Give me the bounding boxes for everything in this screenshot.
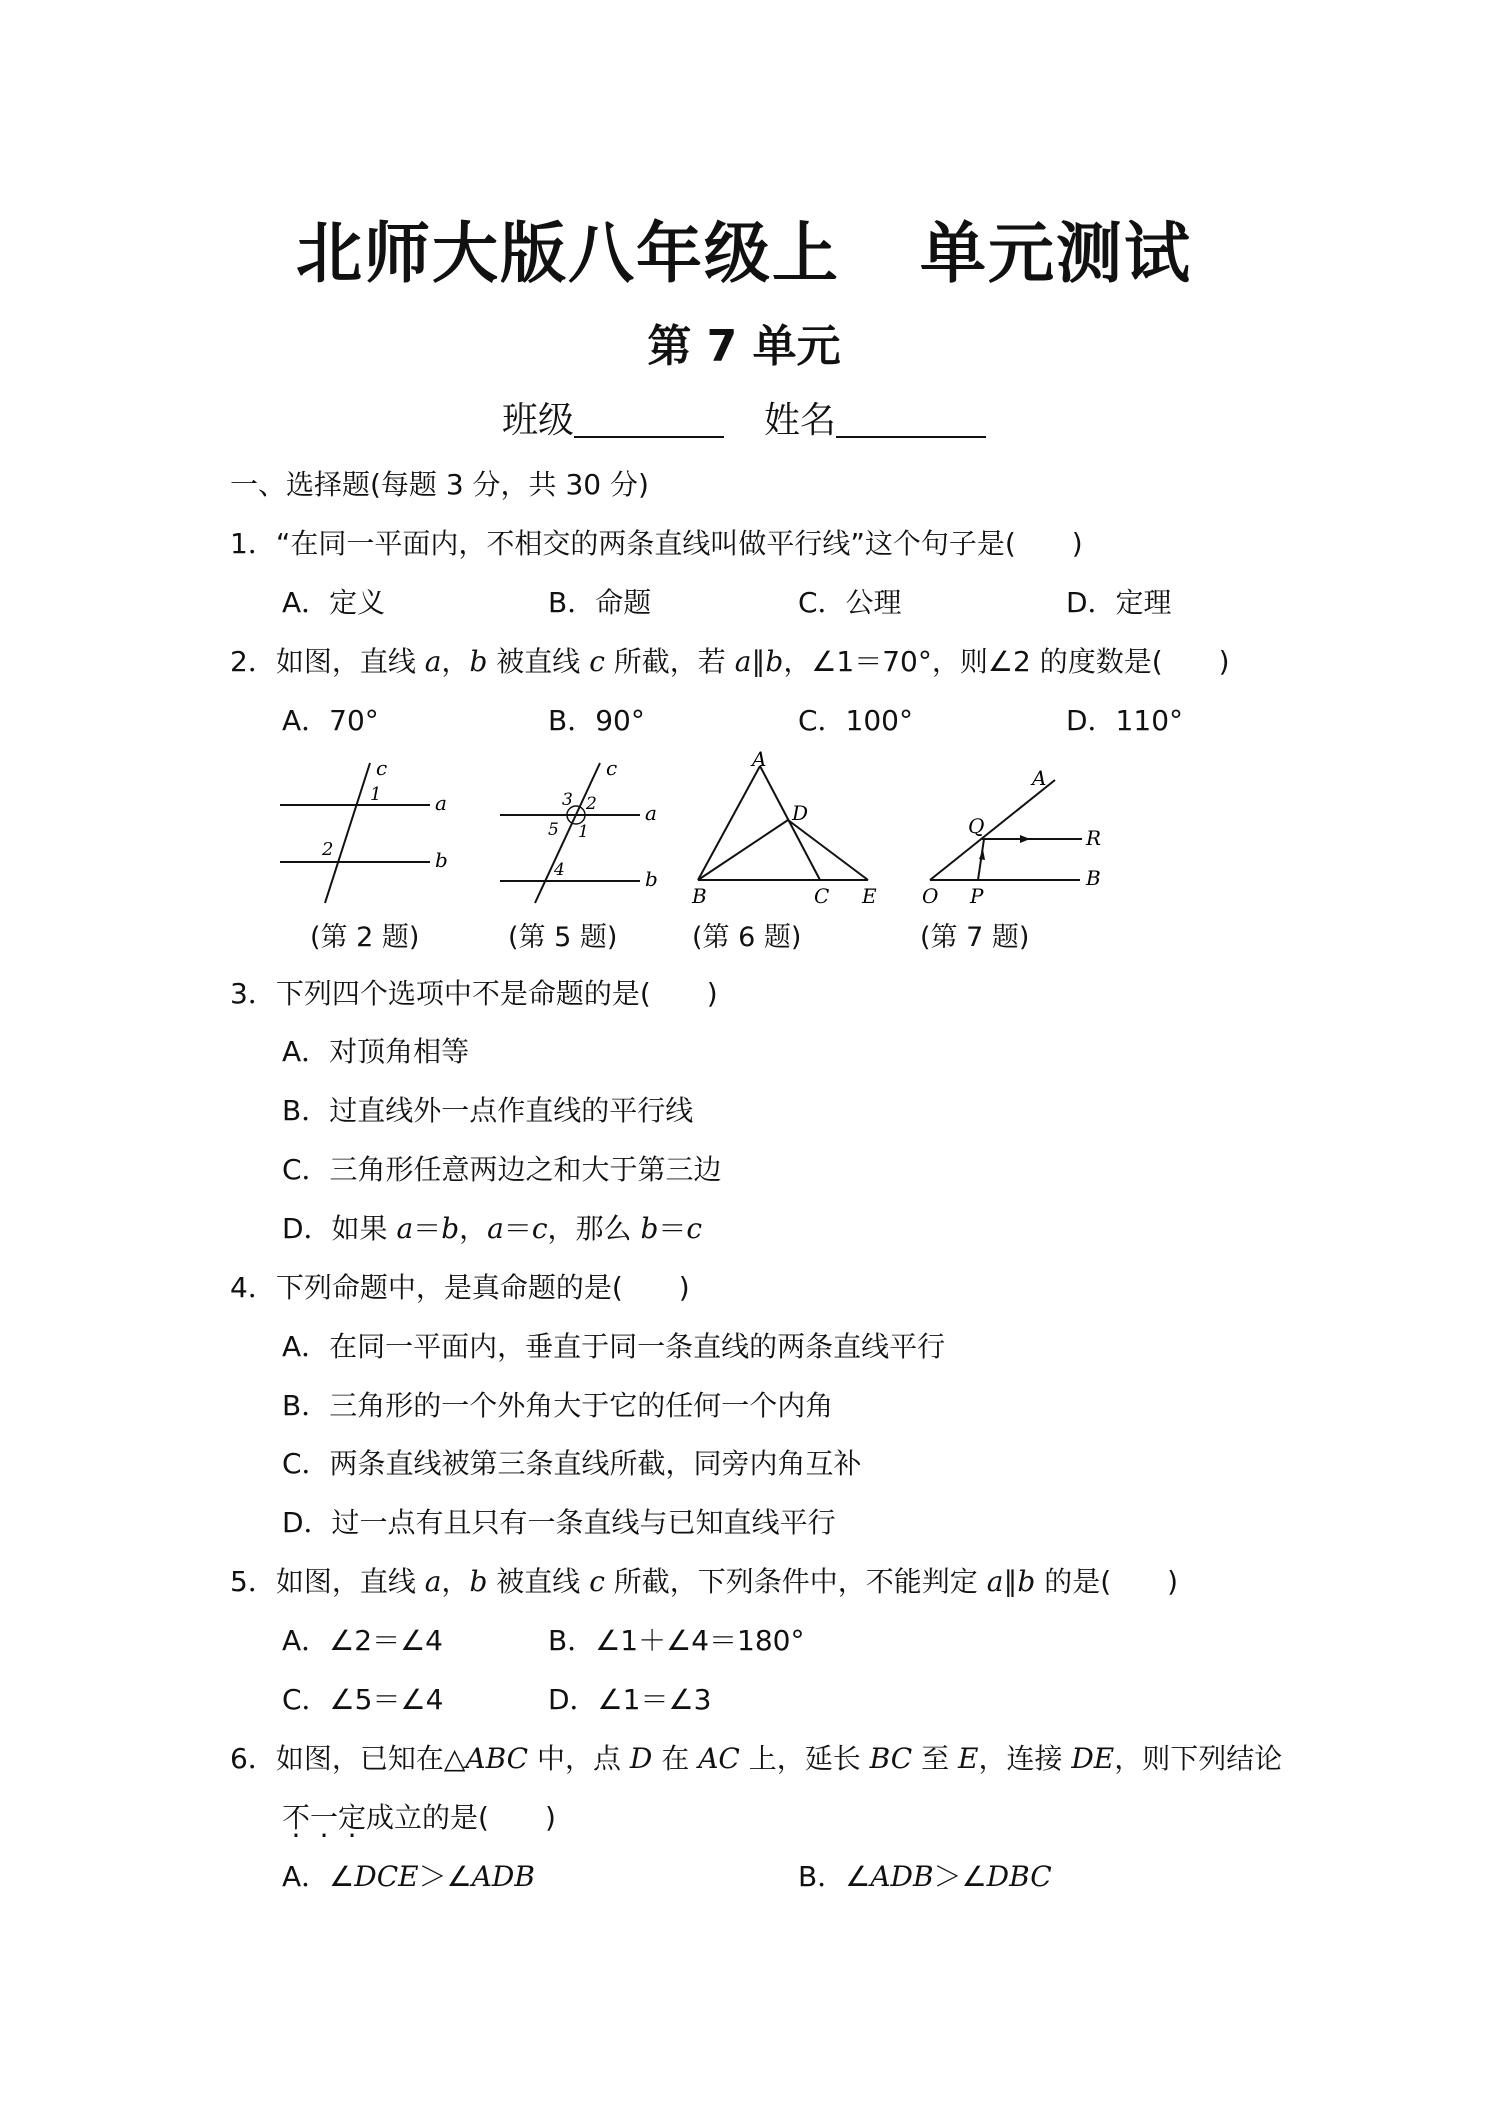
q4-option-b: B．三角形的一个外角大于它的任何一个内角	[282, 1389, 834, 1422]
figure-q6	[680, 748, 890, 908]
q3-text: ，	[459, 1212, 488, 1245]
q5-text: ，	[441, 1565, 470, 1598]
q2-option-c: C．100°	[798, 704, 913, 737]
q3-var: a	[487, 1212, 504, 1245]
q2-option-a: A．70°	[282, 704, 379, 737]
label-b: B	[692, 884, 707, 908]
q5-option-c: C．∠5＝∠4	[282, 1683, 444, 1716]
section-heading: 一、选择题(每题 3 分，共 30 分)	[230, 468, 649, 501]
q2-var: c	[589, 645, 605, 678]
q5-var: a	[986, 1565, 1004, 1598]
label-p: P	[970, 884, 984, 905]
q6-var: DCE	[354, 1860, 419, 1893]
q3-var: b	[441, 1212, 460, 1245]
q2-var: b	[765, 645, 784, 678]
page-title	[0, 200, 1488, 295]
q5-text: 所截，下列条件中，不能判定	[604, 1565, 987, 1598]
q3-text: ＝	[658, 1212, 687, 1245]
parallel-symbol: ∥	[751, 645, 766, 678]
q6-var: BC	[869, 1742, 913, 1775]
label-c: C	[814, 884, 830, 908]
q5-option-b: B．∠1＋∠4＝180°	[548, 1624, 805, 1657]
label-a: a	[435, 791, 447, 815]
figure-q5	[490, 755, 660, 905]
name-blank[interactable]	[836, 400, 986, 438]
segment-bd	[698, 820, 788, 880]
label-c: c	[376, 756, 388, 780]
label-c: c	[606, 756, 618, 780]
angle-3-label: 3	[562, 790, 573, 810]
q6-text: 在	[652, 1742, 699, 1775]
label-b: B	[1086, 866, 1101, 890]
emphasis-char: 不	[282, 1801, 311, 1834]
label-q: Q	[968, 814, 985, 838]
name-label: 姓名	[764, 400, 837, 441]
q3-option-d	[282, 1209, 702, 1249]
q5-var: a	[424, 1565, 442, 1598]
q2-var: b	[469, 645, 488, 678]
label-b: b	[645, 867, 658, 891]
q4-option-d: D．过一点有且只有一条直线与已知直线平行	[282, 1506, 836, 1539]
q3-var: a	[396, 1212, 414, 1245]
emphasis-char: 一	[310, 1801, 339, 1834]
q3-var: c	[531, 1212, 548, 1245]
q2-text: ，∠1＝70°，则∠2 的度数是( )	[783, 645, 1230, 678]
q6-text: ，则下列结论	[1114, 1742, 1283, 1775]
q4-option-c: C．两条直线被第三条直线所截，同旁内角互补	[282, 1447, 862, 1480]
q3-text: D．如果	[282, 1212, 397, 1245]
q4-option-a: A．在同一平面内，垂直于同一条直线的两条直线平行	[282, 1330, 946, 1363]
arrow-qr-icon	[1020, 835, 1030, 843]
q5-var: b	[469, 1565, 488, 1598]
q5-stem	[230, 1562, 1178, 1602]
q1-option-d: D．定理	[1066, 586, 1172, 619]
label-e: E	[862, 884, 877, 908]
label-b: b	[435, 848, 448, 872]
q3-text: ，那么	[547, 1212, 641, 1245]
caption-q6: (第 6 题)	[692, 922, 802, 953]
caption-q2: (第 2 题)	[310, 922, 420, 953]
q6-text: ，连接	[978, 1742, 1072, 1775]
q3-option-a: A．对顶角相等	[282, 1035, 470, 1068]
segment-de	[788, 820, 868, 880]
q6-text: 至	[912, 1742, 958, 1775]
angle-2-label: 2	[322, 839, 334, 860]
side-ab	[698, 766, 760, 880]
q6-option-a	[282, 1857, 535, 1897]
figure-q2	[270, 755, 450, 905]
q1-option-a: A．定义	[282, 586, 386, 619]
q1-option-c: C．公理	[798, 586, 902, 619]
emphasis-char: 定	[338, 1801, 367, 1834]
q2-option-d: D．110°	[1066, 704, 1184, 737]
q6-option-b	[798, 1857, 1052, 1897]
class-label: 班级	[501, 400, 574, 441]
q6-var: AC	[698, 1742, 740, 1775]
q6-var: DE	[1071, 1742, 1115, 1775]
q3-var: c	[686, 1212, 703, 1245]
angle-2-label: 2	[586, 794, 597, 814]
q6-text: 中，点	[528, 1742, 630, 1775]
q6-text: A．∠	[282, 1860, 355, 1893]
line-c	[325, 763, 370, 903]
q6-var: DBC	[986, 1860, 1052, 1893]
q5-text: 5．如图，直线	[230, 1565, 425, 1598]
q3-option-b: B．过直线外一点作直线的平行线	[282, 1094, 694, 1127]
q6-text: 成立的是( )	[366, 1801, 556, 1834]
q3-option-c: C．三角形任意两边之和大于第三边	[282, 1153, 722, 1186]
q3-var: b	[640, 1212, 659, 1245]
q2-text: 被直线	[487, 645, 590, 678]
label-d: D	[792, 801, 809, 825]
class-blank[interactable]	[574, 400, 724, 438]
q3-text: ＝	[503, 1212, 532, 1245]
parallel-symbol: ∥	[1003, 1565, 1018, 1598]
q6-var: ABC	[465, 1742, 529, 1775]
q6-text: ＞∠	[933, 1860, 987, 1893]
q6-stem-line1	[230, 1739, 1282, 1779]
q6-stem-line2	[282, 1798, 556, 1838]
q5-text: 被直线	[487, 1565, 590, 1598]
q4-stem: 4．下列命题中，是真命题的是( )	[230, 1271, 690, 1304]
angle-4-label: 4	[554, 860, 565, 880]
q2-text: 所截，若	[604, 645, 735, 678]
q6-var: ADB	[471, 1860, 535, 1893]
class-name-line	[0, 392, 1488, 443]
title-left: 北师大版八年级上	[296, 215, 840, 292]
side-ac	[760, 766, 820, 880]
q2-text: 2．如图，直线	[230, 645, 425, 678]
q3-stem: 3．下列四个选项中不是命题的是( )	[230, 977, 718, 1010]
q2-var: a	[424, 645, 442, 678]
ray-oa	[930, 780, 1055, 880]
label-o: O	[922, 884, 939, 905]
label-a: A	[752, 748, 767, 771]
q2-text: ，	[441, 645, 470, 678]
q5-text: 的是( )	[1035, 1565, 1179, 1598]
q3-text: ＝	[413, 1212, 442, 1245]
title-right: 单元测试	[920, 215, 1192, 292]
q5-var: b	[1017, 1565, 1036, 1598]
caption-q7: (第 7 题)	[920, 922, 1030, 953]
q6-text: 6．如图，已知在△	[230, 1742, 466, 1775]
q2-var: a	[734, 645, 752, 678]
angle-5-label: 5	[548, 820, 559, 840]
unit-heading: 第 7 单元	[647, 321, 841, 372]
figure-q7	[910, 755, 1110, 905]
label-a: A	[1032, 766, 1047, 790]
q6-var: D	[629, 1742, 653, 1775]
angle-1-label: 1	[370, 784, 382, 805]
angle-1-label: 1	[578, 822, 589, 842]
q5-option-a: A．∠2＝∠4	[282, 1624, 443, 1657]
q6-text: ＞∠	[418, 1860, 472, 1893]
q6-text: B．∠	[798, 1860, 871, 1893]
label-r: R	[1086, 826, 1102, 850]
q5-option-d: D．∠1＝∠3	[548, 1683, 712, 1716]
label-a: a	[645, 801, 657, 825]
q1-stem: 1．“在同一平面内，不相交的两条直线叫做平行线”这个句子是( )	[230, 527, 1083, 560]
caption-q5: (第 5 题)	[508, 922, 618, 953]
q6-var: E	[958, 1742, 979, 1775]
q2-option-b: B．90°	[548, 704, 645, 737]
q5-var: c	[589, 1565, 605, 1598]
q2-stem	[230, 642, 1230, 682]
q1-option-b: B．命题	[548, 586, 652, 619]
q6-text: 上，延长	[739, 1742, 870, 1775]
q6-var: ADB	[870, 1860, 934, 1893]
